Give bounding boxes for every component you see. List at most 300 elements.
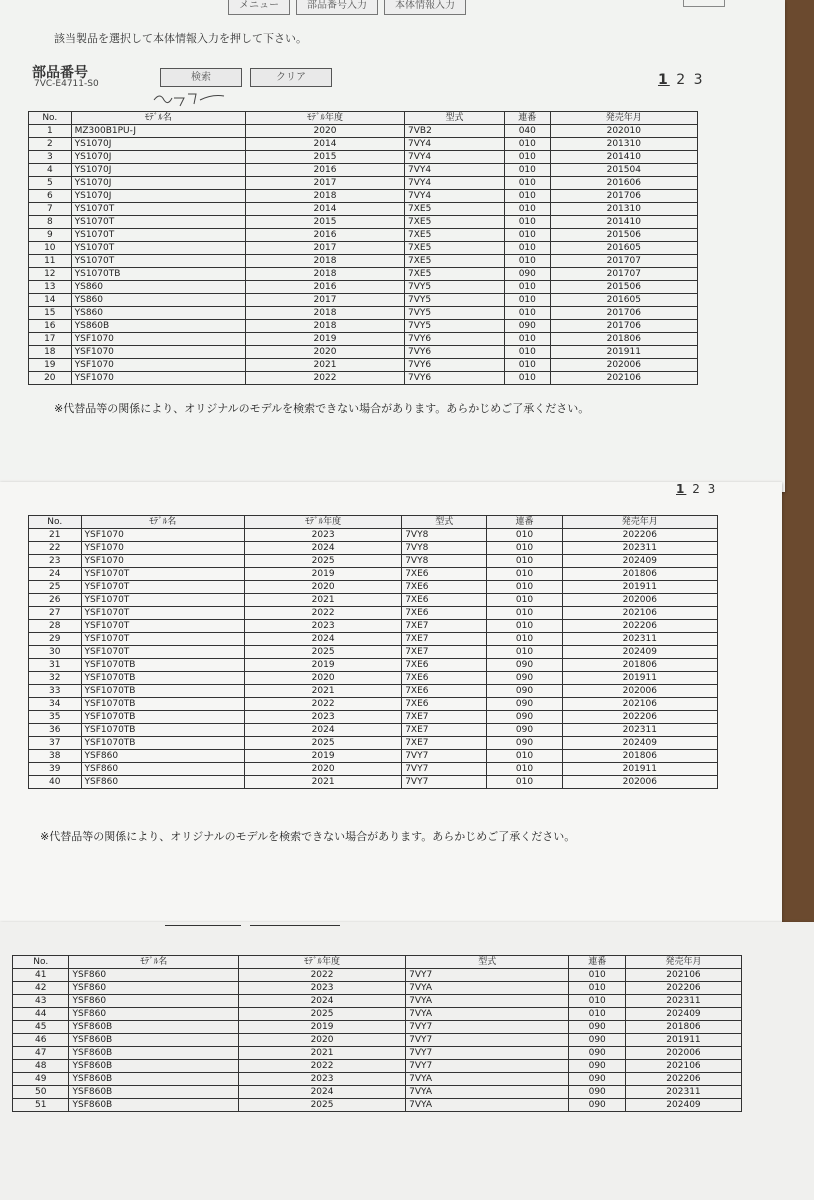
page-link-2[interactable]: 2 <box>676 72 688 88</box>
col-release-date-header: 発売年月 <box>562 516 717 529</box>
col-type-cell: 7VY4 <box>405 151 505 164</box>
col-model-name-cell: YSF860 <box>69 969 238 982</box>
col-serial-cell: 090 <box>569 1034 626 1047</box>
col-type-cell: 7VY7 <box>406 969 569 982</box>
col-no-cell: 2 <box>29 138 72 151</box>
col-model-year-cell: 2014 <box>245 203 404 216</box>
col-serial-cell: 090 <box>487 737 562 750</box>
col-no-cell: 39 <box>29 763 82 776</box>
col-model-year-cell: 2023 <box>245 711 402 724</box>
col-release-date-cell: 202409 <box>562 737 717 750</box>
col-model-year-header: ﾓﾃﾞﾙ年度 <box>245 112 404 125</box>
table-row[interactable] <box>29 151 698 164</box>
col-model-name-cell: YSF1070T <box>81 620 245 633</box>
col-type-cell: 7VY7 <box>406 1034 569 1047</box>
col-model-year-cell: 2014 <box>245 138 404 151</box>
table-row[interactable] <box>29 229 698 242</box>
col-no-cell: 12 <box>29 268 72 281</box>
col-serial-cell: 040 <box>504 125 550 138</box>
col-serial-cell: 090 <box>569 1047 626 1060</box>
col-model-year-cell: 2025 <box>238 1008 405 1021</box>
col-model-year-cell: 2021 <box>245 776 402 789</box>
col-serial-cell: 090 <box>569 1021 626 1034</box>
table-row[interactable] <box>29 724 718 737</box>
table-row[interactable] <box>13 1008 742 1021</box>
col-serial-cell: 090 <box>504 268 550 281</box>
col-release-date-cell: 201506 <box>550 281 697 294</box>
col-no-cell: 8 <box>29 216 72 229</box>
col-release-date-cell: 201606 <box>550 177 697 190</box>
table-row[interactable] <box>29 164 698 177</box>
col-no-cell: 48 <box>13 1060 69 1073</box>
col-serial-cell: 010 <box>487 763 562 776</box>
col-model-name-cell: YSF1070TB <box>81 698 245 711</box>
table-row[interactable] <box>29 620 718 633</box>
col-release-date-cell: 201310 <box>550 138 697 151</box>
col-serial-cell: 090 <box>487 711 562 724</box>
col-model-name-cell: YS860 <box>71 307 245 320</box>
instruction-text: 該当製品を選択して本体情報入力を押して下さい。 <box>54 32 307 45</box>
col-type-cell: 7VY7 <box>406 1060 569 1073</box>
col-serial-cell: 010 <box>569 969 626 982</box>
table-row[interactable] <box>13 982 742 995</box>
rule-line <box>165 925 241 926</box>
col-no-header: No. <box>29 516 82 529</box>
col-model-name-cell: YSF860B <box>69 1086 238 1099</box>
tab-body-info-input[interactable]: 本体情報入力 <box>384 0 466 15</box>
table-row[interactable] <box>29 190 698 203</box>
col-model-name-cell: YS860 <box>71 294 245 307</box>
col-model-name-cell: YSF1070TB <box>81 711 245 724</box>
col-no-cell: 6 <box>29 190 72 203</box>
col-model-name-cell: YS860 <box>71 281 245 294</box>
col-model-year-cell: 2019 <box>245 333 404 346</box>
col-no-cell: 28 <box>29 620 82 633</box>
col-type-cell: 7XE7 <box>402 620 487 633</box>
col-release-date-cell: 201706 <box>550 320 697 333</box>
col-serial-cell: 090 <box>487 698 562 711</box>
col-model-name-cell: YSF1070 <box>71 346 245 359</box>
col-model-name-cell: YSF1070 <box>81 542 245 555</box>
col-serial-cell: 010 <box>569 982 626 995</box>
col-serial-cell: 010 <box>504 164 550 177</box>
table-row[interactable] <box>13 1099 742 1112</box>
col-model-name-cell: YSF1070 <box>71 359 245 372</box>
col-serial-cell: 010 <box>487 750 562 763</box>
col-type-cell: 7VY7 <box>402 763 487 776</box>
col-type-cell: 7VY5 <box>405 294 505 307</box>
part-number-label: 部品番号 <box>32 65 88 81</box>
col-model-name-cell: YSF860 <box>81 750 245 763</box>
col-no-cell: 38 <box>29 750 82 763</box>
col-serial-cell: 010 <box>569 995 626 1008</box>
col-model-year-cell: 2024 <box>245 724 402 737</box>
col-serial-cell: 010 <box>504 346 550 359</box>
col-model-name-cell: YSF1070T <box>81 607 245 620</box>
col-release-date-header: 発売年月 <box>550 112 697 125</box>
col-no-cell: 46 <box>13 1034 69 1047</box>
col-model-year-cell: 2024 <box>245 633 402 646</box>
col-type-cell: 7VY6 <box>405 333 505 346</box>
col-type-cell: 7XE6 <box>402 607 487 620</box>
col-type-cell: 7VY4 <box>405 177 505 190</box>
table-row[interactable] <box>29 750 718 763</box>
table-row[interactable] <box>29 659 718 672</box>
col-model-name-cell: YSF1070TB <box>81 737 245 750</box>
col-type-cell: 7XE6 <box>402 672 487 685</box>
col-serial-cell: 090 <box>487 685 562 698</box>
col-model-year-cell: 2019 <box>245 750 402 763</box>
col-no-cell: 32 <box>29 672 82 685</box>
table-header-row <box>29 516 718 529</box>
col-no-cell: 10 <box>29 242 72 255</box>
col-no-cell: 33 <box>29 685 82 698</box>
col-no-cell: 15 <box>29 307 72 320</box>
table-row[interactable] <box>29 294 698 307</box>
col-release-date-cell: 201706 <box>550 190 697 203</box>
table-row[interactable] <box>29 203 698 216</box>
col-model-year-cell: 2020 <box>238 1034 405 1047</box>
col-release-date-cell: 202006 <box>550 359 697 372</box>
col-model-name-header: ﾓﾃﾞﾙ名 <box>69 956 238 969</box>
col-serial-cell: 010 <box>569 1008 626 1021</box>
col-type-cell: 7XE6 <box>402 581 487 594</box>
col-serial-cell: 010 <box>504 151 550 164</box>
col-model-name-cell: YSF1070T <box>81 581 245 594</box>
col-model-year-cell: 2022 <box>245 372 404 385</box>
col-model-name-cell: YSF860B <box>69 1021 238 1034</box>
col-release-date-cell: 202311 <box>625 1086 741 1099</box>
col-model-year-cell: 2016 <box>245 164 404 177</box>
col-type-cell: 7XE5 <box>405 229 505 242</box>
col-model-year-cell: 2018 <box>245 255 404 268</box>
table-row[interactable] <box>29 685 718 698</box>
col-no-cell: 40 <box>29 776 82 789</box>
page-link-1[interactable]: 1 <box>676 482 687 496</box>
col-serial-cell: 010 <box>504 294 550 307</box>
col-type-cell: 7XE7 <box>402 724 487 737</box>
col-model-name-cell: YS1070J <box>71 138 245 151</box>
table-row[interactable] <box>29 529 718 542</box>
pager <box>658 72 705 88</box>
col-release-date-cell: 201310 <box>550 203 697 216</box>
col-model-year-cell: 2022 <box>245 607 402 620</box>
table-row[interactable] <box>29 125 698 138</box>
table-row[interactable] <box>13 1086 742 1099</box>
table-row[interactable] <box>29 698 718 711</box>
table-row[interactable] <box>29 346 698 359</box>
table-row[interactable] <box>13 995 742 1008</box>
col-serial-cell: 090 <box>487 659 562 672</box>
col-serial-cell: 010 <box>487 542 562 555</box>
col-model-year-cell: 2021 <box>245 685 402 698</box>
col-no-cell: 37 <box>29 737 82 750</box>
col-release-date-cell: 202206 <box>625 1073 741 1086</box>
col-no-header: No. <box>29 112 72 125</box>
col-serial-header: 連番 <box>487 516 562 529</box>
corner-tab <box>683 0 725 7</box>
table-row[interactable] <box>29 359 698 372</box>
col-serial-cell: 010 <box>504 255 550 268</box>
table-row[interactable] <box>29 333 698 346</box>
table-row[interactable] <box>13 1034 742 1047</box>
col-type-cell: 7XE5 <box>405 216 505 229</box>
col-type-cell: 7VY4 <box>405 190 505 203</box>
col-model-name-cell: YS1070T <box>71 203 245 216</box>
table-row[interactable] <box>29 763 718 776</box>
table-row[interactable] <box>29 320 698 333</box>
col-model-year-cell: 2025 <box>245 555 402 568</box>
col-serial-cell: 010 <box>487 568 562 581</box>
col-serial-cell: 010 <box>504 203 550 216</box>
table-row[interactable] <box>29 177 698 190</box>
col-model-name-header: ﾓﾃﾞﾙ名 <box>71 112 245 125</box>
col-release-date-cell: 201806 <box>562 568 717 581</box>
pager <box>676 482 717 496</box>
printout-page-2 <box>0 482 782 930</box>
col-model-name-cell: YS1070J <box>71 151 245 164</box>
col-no-cell: 27 <box>29 607 82 620</box>
col-model-year-cell: 2023 <box>238 982 405 995</box>
col-model-year-cell: 2015 <box>245 151 404 164</box>
col-no-header: No. <box>13 956 69 969</box>
col-no-cell: 29 <box>29 633 82 646</box>
col-model-name-cell: MZ300B1PU-J <box>71 125 245 138</box>
col-no-cell: 31 <box>29 659 82 672</box>
col-type-cell: 7VY7 <box>406 1047 569 1060</box>
col-release-date-cell: 202311 <box>625 995 741 1008</box>
table-row[interactable] <box>29 268 698 281</box>
col-release-date-cell: 202106 <box>625 1060 741 1073</box>
table-row[interactable] <box>13 1073 742 1086</box>
col-model-name-cell: YS1070T <box>71 229 245 242</box>
table-row[interactable] <box>29 138 698 151</box>
col-serial-header: 連番 <box>569 956 626 969</box>
col-serial-cell: 090 <box>504 320 550 333</box>
table-row[interactable] <box>29 672 718 685</box>
col-serial-cell: 090 <box>569 1099 626 1112</box>
col-type-cell: 7VY5 <box>405 281 505 294</box>
col-release-date-cell: 201707 <box>550 268 697 281</box>
col-type-cell: 7VY7 <box>402 750 487 763</box>
col-release-date-cell: 202106 <box>625 969 741 982</box>
col-serial-cell: 010 <box>504 216 550 229</box>
col-release-date-cell: 202206 <box>625 982 741 995</box>
col-model-year-cell: 2025 <box>245 646 402 659</box>
col-serial-cell: 010 <box>504 359 550 372</box>
table-row[interactable] <box>29 594 718 607</box>
col-model-name-cell: YSF1070 <box>71 333 245 346</box>
col-model-year-cell: 2018 <box>245 307 404 320</box>
col-type-cell: 7XE6 <box>402 659 487 672</box>
table-row[interactable] <box>29 737 718 750</box>
table-row[interactable] <box>13 1021 742 1034</box>
col-serial-cell: 090 <box>487 672 562 685</box>
col-model-year-header: ﾓﾃﾞﾙ年度 <box>238 956 405 969</box>
col-serial-cell: 010 <box>487 633 562 646</box>
col-model-year-cell: 2025 <box>245 737 402 750</box>
col-model-name-cell: YS1070T <box>71 255 245 268</box>
col-no-cell: 20 <box>29 372 72 385</box>
col-model-year-cell: 2023 <box>245 529 402 542</box>
col-type-cell: 7XE7 <box>402 711 487 724</box>
col-model-name-cell: YSF860B <box>69 1073 238 1086</box>
col-model-name-cell: YSF1070TB <box>81 672 245 685</box>
col-no-cell: 42 <box>13 982 69 995</box>
col-type-cell: 7VY7 <box>406 1021 569 1034</box>
col-type-cell: 7VY5 <box>405 307 505 320</box>
col-model-name-header: ﾓﾃﾞﾙ名 <box>81 516 245 529</box>
col-model-year-cell: 2018 <box>245 268 404 281</box>
col-release-date-cell: 201506 <box>550 229 697 242</box>
col-model-name-cell: YSF1070T <box>81 646 245 659</box>
col-serial-cell: 010 <box>487 594 562 607</box>
col-no-cell: 7 <box>29 203 72 216</box>
col-model-name-cell: YS1070J <box>71 164 245 177</box>
col-no-cell: 3 <box>29 151 72 164</box>
col-no-cell: 1 <box>29 125 72 138</box>
table-row[interactable] <box>29 711 718 724</box>
col-no-cell: 5 <box>29 177 72 190</box>
col-release-date-cell: 201706 <box>550 307 697 320</box>
col-model-name-cell: YS1070T <box>71 242 245 255</box>
table-row[interactable] <box>29 776 718 789</box>
table-row[interactable] <box>29 555 718 568</box>
col-model-year-cell: 2024 <box>238 1086 405 1099</box>
col-release-date-cell: 201806 <box>562 750 717 763</box>
col-serial-cell: 010 <box>487 581 562 594</box>
col-release-date-cell: 202206 <box>562 620 717 633</box>
table-row[interactable] <box>13 969 742 982</box>
table-row[interactable] <box>29 646 718 659</box>
col-no-cell: 50 <box>13 1086 69 1099</box>
table-row[interactable] <box>29 633 718 646</box>
col-no-cell: 26 <box>29 594 82 607</box>
col-no-cell: 30 <box>29 646 82 659</box>
col-type-cell: 7XE6 <box>402 594 487 607</box>
col-type-cell: 7VY6 <box>405 346 505 359</box>
col-release-date-cell: 201605 <box>550 294 697 307</box>
page-link-1[interactable]: 1 <box>658 72 670 88</box>
tab-part-number-input[interactable]: 部品番号入力 <box>296 0 378 15</box>
col-no-cell: 41 <box>13 969 69 982</box>
col-serial-cell: 010 <box>504 190 550 203</box>
disclaimer-note: ※代替品等の関係により、オリジナルのモデルを検索できない場合があります。あらかじめご了承ください。 <box>40 830 576 843</box>
col-model-year-cell: 2021 <box>238 1047 405 1060</box>
col-type-cell: 7VY7 <box>402 776 487 789</box>
tab-menu[interactable]: メニュー <box>228 0 290 15</box>
col-release-date-cell: 202006 <box>625 1047 741 1060</box>
page-link-3[interactable]: 3 <box>707 482 718 496</box>
rule-line <box>250 925 340 926</box>
col-model-name-cell: YSF1070TB <box>81 724 245 737</box>
table-row[interactable] <box>29 281 698 294</box>
col-release-date-cell: 202409 <box>625 1008 741 1021</box>
table-row[interactable] <box>29 568 718 581</box>
table-row[interactable] <box>29 242 698 255</box>
col-no-cell: 14 <box>29 294 72 307</box>
col-serial-cell: 010 <box>487 776 562 789</box>
page-link-3[interactable]: 3 <box>693 72 705 88</box>
table-header-row <box>29 112 698 125</box>
col-type-cell: 7XE6 <box>402 568 487 581</box>
col-no-cell: 44 <box>13 1008 69 1021</box>
col-model-name-cell: YSF860 <box>81 763 245 776</box>
col-type-cell: 7VY8 <box>402 529 487 542</box>
table-row[interactable] <box>29 372 698 385</box>
col-model-year-cell: 2016 <box>245 229 404 242</box>
table-row[interactable] <box>29 255 698 268</box>
table-row[interactable] <box>29 581 718 594</box>
table-row[interactable] <box>29 542 718 555</box>
col-model-name-cell: YSF1070T <box>81 594 245 607</box>
col-release-date-cell: 201911 <box>550 346 697 359</box>
col-model-name-cell: YSF860 <box>69 995 238 1008</box>
col-model-name-cell: YSF1070TB <box>81 659 245 672</box>
page-link-2[interactable]: 2 <box>692 482 702 496</box>
col-serial-cell: 010 <box>504 281 550 294</box>
col-no-cell: 9 <box>29 229 72 242</box>
table-row[interactable] <box>29 607 718 620</box>
col-model-name-cell: YSF860 <box>81 776 245 789</box>
search-button[interactable]: 検索 <box>160 68 242 87</box>
col-no-cell: 13 <box>29 281 72 294</box>
col-release-date-cell: 201504 <box>550 164 697 177</box>
col-no-cell: 36 <box>29 724 82 737</box>
col-release-date-cell: 202409 <box>625 1099 741 1112</box>
col-type-cell: 7VY6 <box>405 359 505 372</box>
col-type-cell: 7XE5 <box>405 203 505 216</box>
col-model-year-cell: 2020 <box>245 763 402 776</box>
table-row[interactable] <box>13 1060 742 1073</box>
col-release-date-cell: 202311 <box>562 633 717 646</box>
col-serial-cell: 010 <box>504 372 550 385</box>
col-model-name-cell: YSF1070 <box>81 555 245 568</box>
col-model-name-cell: YSF1070T <box>81 568 245 581</box>
col-serial-cell: 010 <box>504 229 550 242</box>
col-serial-cell: 010 <box>487 555 562 568</box>
col-type-header: 型式 <box>402 516 487 529</box>
col-model-year-cell: 2016 <box>245 281 404 294</box>
table-row[interactable] <box>29 307 698 320</box>
col-serial-cell: 010 <box>504 333 550 346</box>
col-model-name-cell: YSF860 <box>69 1008 238 1021</box>
col-serial-cell: 010 <box>487 646 562 659</box>
col-serial-cell: 090 <box>569 1060 626 1073</box>
model-table-page-2 <box>28 515 718 789</box>
col-no-cell: 23 <box>29 555 82 568</box>
col-type-header: 型式 <box>406 956 569 969</box>
col-release-date-cell: 201605 <box>550 242 697 255</box>
clear-button[interactable]: クリア <box>250 68 332 87</box>
col-model-year-cell: 2020 <box>245 346 404 359</box>
printout-page-3 <box>0 922 814 1200</box>
table-header-row <box>13 956 742 969</box>
col-model-year-cell: 2025 <box>238 1099 405 1112</box>
col-model-year-cell: 2017 <box>245 242 404 255</box>
table-row[interactable] <box>29 216 698 229</box>
col-release-date-cell: 202409 <box>562 646 717 659</box>
col-no-cell: 4 <box>29 164 72 177</box>
col-serial-cell: 010 <box>487 620 562 633</box>
col-no-cell: 43 <box>13 995 69 1008</box>
col-model-year-cell: 2021 <box>245 359 404 372</box>
col-model-name-cell: YSF1070 <box>71 372 245 385</box>
table-row[interactable] <box>13 1047 742 1060</box>
col-type-cell: 7XE7 <box>402 737 487 750</box>
col-no-cell: 25 <box>29 581 82 594</box>
col-release-date-cell: 202206 <box>562 529 717 542</box>
